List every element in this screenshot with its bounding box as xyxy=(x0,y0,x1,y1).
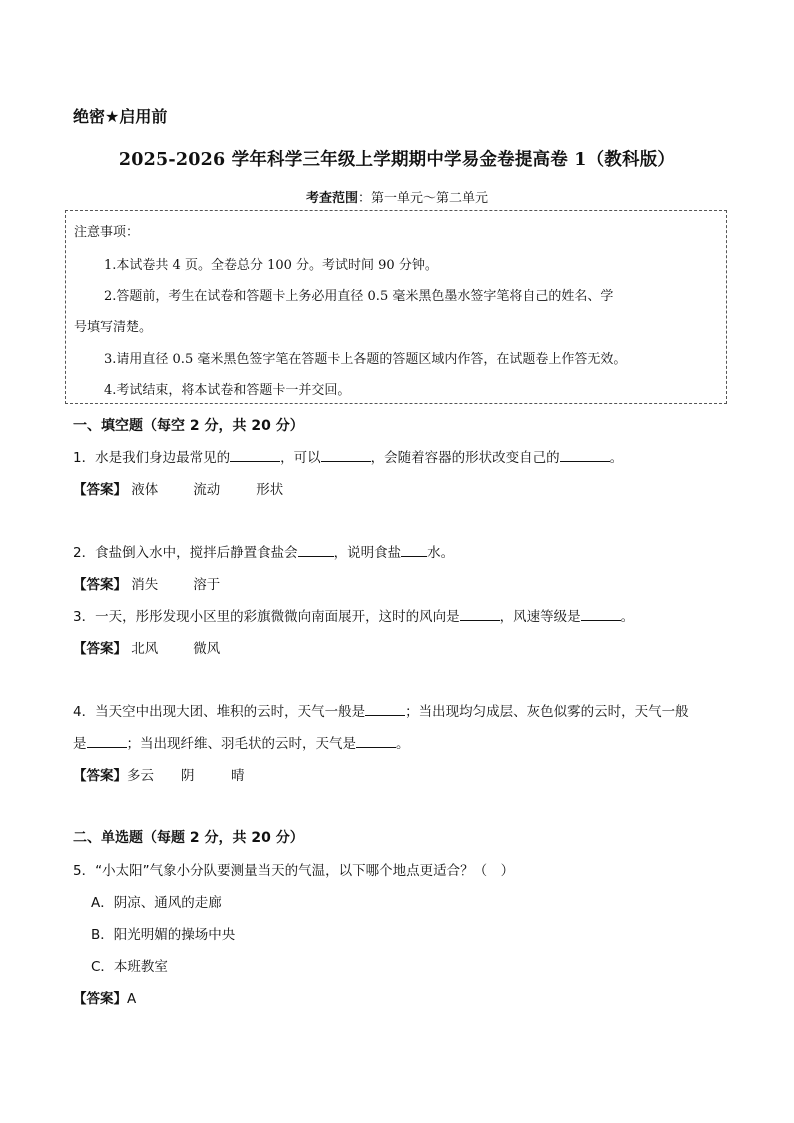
question-text: ；当出现均匀成层、灰色似雾的云时，天气一般 xyxy=(405,704,689,720)
answer-tag: 【答案】 xyxy=(73,482,127,498)
notice-line: 号填写清楚。 xyxy=(74,320,153,335)
question-1 xyxy=(73,446,623,466)
question-text: 2．食盐倒入水中，搅拌后静置食盐会 xyxy=(73,545,298,561)
answer-value: 阴 xyxy=(181,768,195,784)
question-5: 5．“小太阳”气象小分队要测量当天的气温，以下哪个地点更适合？（ ） xyxy=(73,863,515,879)
answer-blank xyxy=(560,449,610,462)
question-text: 。 xyxy=(609,450,624,466)
question-text: 3．一天，彤彤发现小区里的彩旗微微向南面展开，这时的风向是 xyxy=(73,609,460,625)
section-heading-fill-blank: 一、填空题（每空 2 分，共 20 分） xyxy=(73,418,304,434)
notice-line: 2.答题前，考生在试卷和答题卡上务必用直径 0.5 毫米黑色墨水签字笔将自己的姓名、学 xyxy=(104,289,614,304)
answer-blank xyxy=(365,703,405,716)
answer-value: 微风 xyxy=(193,641,221,657)
option-a: A．阴凉、通风的走廊 xyxy=(91,895,222,911)
page-title: 2025-2026 学年科学三年级上学期期中学易金卷提高卷 1（教科版） xyxy=(118,150,676,170)
question-text: 。 xyxy=(620,609,635,625)
question-text: ，风速等级是 xyxy=(499,609,581,625)
answer-blank xyxy=(230,449,280,462)
question-text: ；当出现纤维、羽毛状的云时，天气是 xyxy=(126,736,356,752)
answer-blank xyxy=(581,608,621,621)
question-4 xyxy=(73,700,689,720)
question-4-cont xyxy=(73,732,410,752)
answer-value: 北风 xyxy=(131,641,159,657)
answer-blank xyxy=(401,544,427,557)
answer-value: 形状 xyxy=(256,482,284,498)
question-2 xyxy=(73,541,454,561)
notice-line: 1.本试卷共 4 页。全卷总分 100 分。考试时间 90 分钟。 xyxy=(104,258,438,273)
notice-line: 3.请用直径 0.5 毫米黑色签字笔在答题卡上各题的答题区域内作答，在试题卷上作答无效。 xyxy=(104,352,627,367)
answer-4 xyxy=(73,764,245,784)
section-heading-single-choice: 二、单选题（每题 2 分，共 20 分） xyxy=(73,830,304,846)
notice-line: 4.考试结束，将本试卷和答题卡一并交回。 xyxy=(104,383,351,398)
question-text: ，可以 xyxy=(280,450,321,466)
answer-blank xyxy=(321,449,371,462)
answer-blank xyxy=(460,608,500,621)
answer-value: 流动 xyxy=(193,482,221,498)
question-3 xyxy=(73,605,634,625)
scope-label: 考查范围 xyxy=(305,191,358,206)
question-text: 水。 xyxy=(427,545,455,561)
option-c: C．本班教室 xyxy=(91,959,168,975)
question-text: 是 xyxy=(73,736,87,752)
answer-value: 消失 xyxy=(131,577,159,593)
answer-value: 溶于 xyxy=(193,577,221,593)
answer-tag: 【答案】 xyxy=(73,577,127,593)
exam-scope xyxy=(0,187,794,206)
answer-1 xyxy=(73,478,283,498)
question-text: ，说明食盐 xyxy=(333,545,402,561)
answer-value: A xyxy=(127,991,137,1007)
answer-value: 晴 xyxy=(231,768,245,784)
notice-heading: 注意事项： xyxy=(74,225,140,240)
answer-tag: 【答案】 xyxy=(73,641,127,657)
question-text: 4．当天空中出现大团、堆积的云时，天气一般是 xyxy=(73,704,366,720)
notice-box xyxy=(65,210,727,404)
answer-tag: 【答案】 xyxy=(73,768,127,784)
answer-blank xyxy=(87,735,127,748)
scope-value: ：第一单元～第二单元 xyxy=(358,191,489,206)
question-text: 。 xyxy=(396,736,410,752)
answer-value: 液体 xyxy=(131,482,159,498)
answer-blank xyxy=(298,544,334,557)
answer-3 xyxy=(73,637,220,657)
confidential-label: 绝密★启用前 xyxy=(73,107,168,126)
answer-blank xyxy=(356,735,396,748)
option-b: B．阳光明媚的操场中央 xyxy=(91,927,236,943)
answer-value: 多云 xyxy=(127,768,154,784)
question-text: 1．水是我们身边最常见的 xyxy=(73,450,231,466)
question-text: ，会随着容器的形状改变自己的 xyxy=(370,450,560,466)
answer-5 xyxy=(73,987,136,1007)
answer-tag: 【答案】 xyxy=(73,991,127,1007)
answer-2 xyxy=(73,573,220,593)
